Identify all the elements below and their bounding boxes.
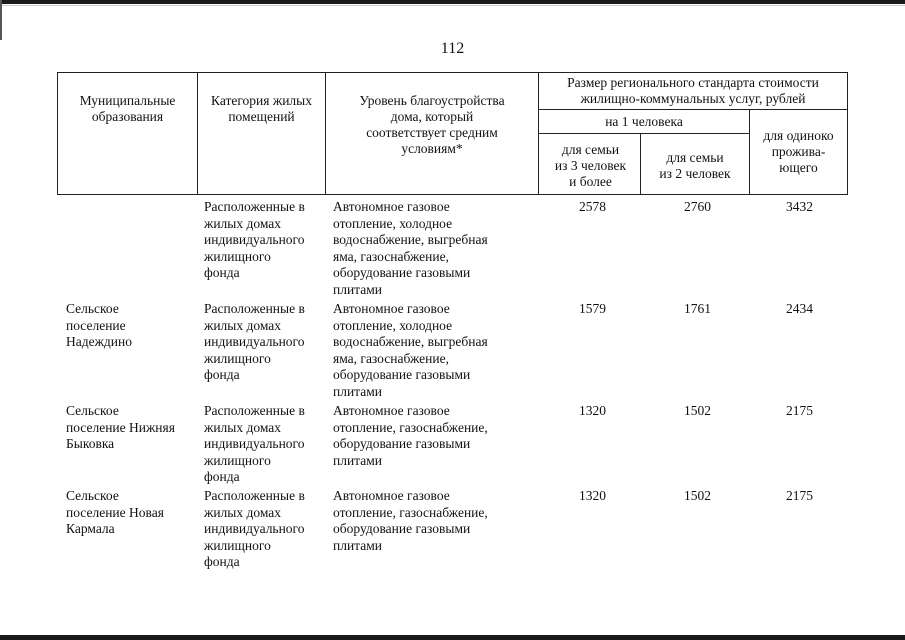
header-single: для одиноко прожива- ющего xyxy=(763,128,834,175)
row-category: Расположенные в жилых домах индивидуального жилищного фонда xyxy=(204,301,305,382)
row-family3-value: 2578 xyxy=(579,199,606,214)
header-per-person: на 1 человека xyxy=(605,114,683,129)
header-right-border xyxy=(847,72,848,195)
row-category: Расположенные в жилых домах индивидуального жилищного фонда xyxy=(204,488,305,569)
header-family2: для семьи из 2 человек xyxy=(659,150,731,181)
scan-top-border-shadow xyxy=(0,5,905,6)
row-family3-value: 1579 xyxy=(579,301,606,316)
row-family3-value: 1320 xyxy=(579,488,606,503)
row-municipality: Сельское поселение Новая Кармала xyxy=(66,488,164,536)
row-family2-value: 1761 xyxy=(684,301,711,316)
row-family2-value: 1502 xyxy=(684,403,711,418)
row-family2-value: 2760 xyxy=(684,199,711,214)
header-inner-line-1 xyxy=(538,109,848,110)
page-number: 112 xyxy=(440,40,465,57)
row-amenities: Автономное газовое отопление, холодное водоснабжение, выгребная яма, газоснабжение, оборудование газовыми плитами xyxy=(333,301,488,399)
row-amenities: Автономное газовое отопление, газоснабжение, оборудование газовыми плитами xyxy=(333,403,488,468)
row-family3-value: 1320 xyxy=(579,403,606,418)
header-inner-line-2 xyxy=(538,133,749,134)
header-left-border xyxy=(57,72,58,195)
row-municipality: Сельское поселение Нижняя Быковка xyxy=(66,403,175,451)
scan-bottom-border xyxy=(0,635,905,640)
row-single-value: 2175 xyxy=(786,403,813,418)
header-top-border xyxy=(57,72,848,73)
header-municipality: Муниципальные образования xyxy=(79,93,176,124)
header-category: Категория жилых помещений xyxy=(211,93,312,124)
row-single-value: 2175 xyxy=(786,488,813,503)
row-family2-value: 1502 xyxy=(684,488,711,503)
row-category: Расположенные в жилых домах индивидуального жилищного фонда xyxy=(204,403,305,484)
row-municipality: Сельское поселение Надеждино xyxy=(66,301,132,349)
header-col-divider-1 xyxy=(197,72,198,195)
row-amenities: Автономное газовое отопление, газоснабжение, оборудование газовыми плитами xyxy=(333,488,488,553)
header-standard: Размер регионального стандарта стоимости жилищно-коммунальных услуг, рублей xyxy=(567,75,819,106)
header-bottom-border xyxy=(57,194,848,195)
header-family3: для семьи из 3 человек и более xyxy=(554,142,627,189)
row-amenities: Автономное газовое отопление, холодное водоснабжение, выгребная яма, газоснабжение, оборудование газовыми плитами xyxy=(333,199,488,297)
scan-top-border xyxy=(0,0,905,4)
row-category: Расположенные в жилых домах индивидуального жилищного фонда xyxy=(204,199,305,280)
scan-left-mark xyxy=(0,0,2,40)
header-amenities: Уровень благоустройства дома, который соответствует средним условиям* xyxy=(359,93,505,156)
row-single-value: 2434 xyxy=(786,301,813,316)
row-single-value: 3432 xyxy=(786,199,813,214)
